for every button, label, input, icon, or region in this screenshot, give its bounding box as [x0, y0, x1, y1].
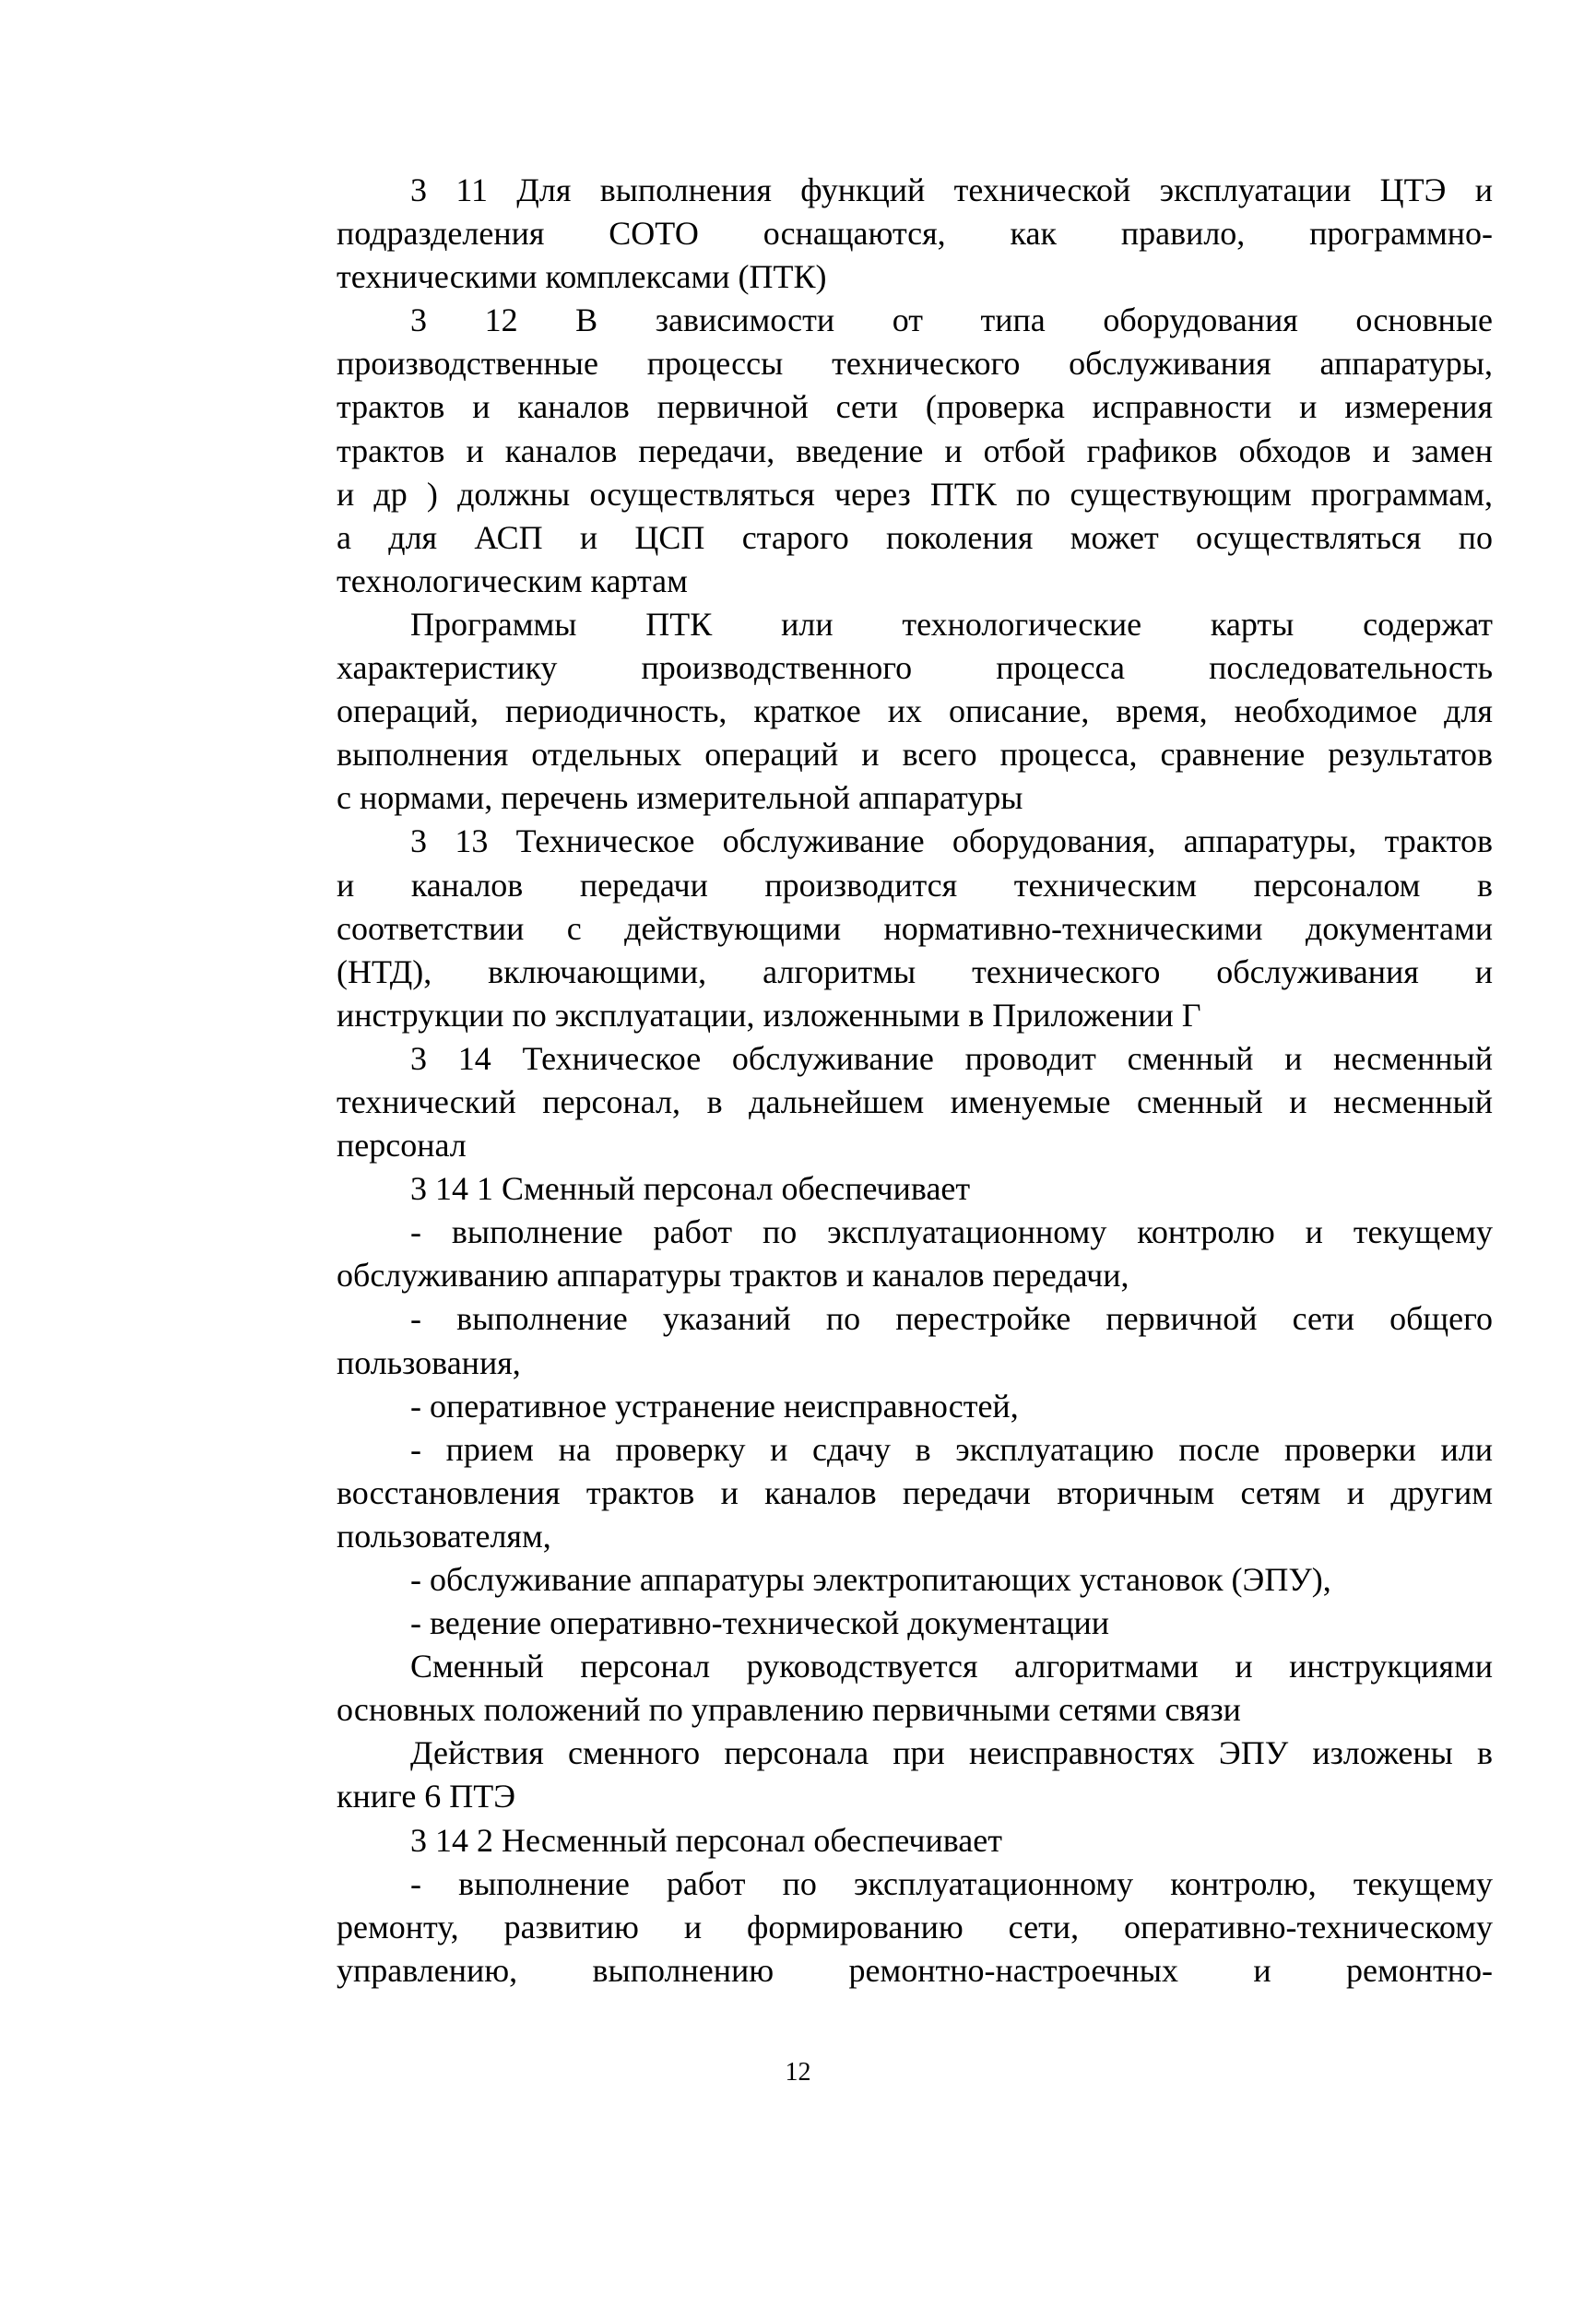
- paragraph: [337, 1558, 1493, 1602]
- text-line: 3 14 2 Несменный персонал обеспечивает: [410, 1821, 1002, 1859]
- text-line: 3 13 Техническое обслуживание оборудования, аппаратуры, трактов: [410, 822, 1493, 860]
- paragraph: [337, 1602, 1493, 1645]
- document-body: [337, 169, 1493, 1993]
- text-line: - выполнение указаний по перестройке первичной сети общего: [410, 1300, 1493, 1338]
- text-line: 3 14 1 Сменный персонал обеспечивает: [410, 1170, 971, 1208]
- text-line: технологическим картам: [337, 562, 688, 599]
- text-line: пользователям,: [337, 1517, 551, 1555]
- paragraph: [337, 1297, 1493, 1384]
- text-line: персонал: [337, 1127, 467, 1165]
- text-line: с нормами, перечень измерительной аппаратуры: [337, 779, 1023, 817]
- text-line: восстановления трактов и каналов передачи вторичным сетям и другим: [337, 1473, 1493, 1511]
- text-line: выполнения отдельных операций и всего процесса, сравнение результатов: [337, 736, 1493, 774]
- paragraph: [337, 1167, 1493, 1211]
- paragraph: [337, 1732, 1493, 1818]
- text-line: Сменный персонал руководствуется алгоритмами и инструкциями: [410, 1648, 1493, 1685]
- text-line: ремонту, развитию и формированию сети, оперативно-техническому: [337, 1908, 1493, 1945]
- paragraph: [337, 1211, 1493, 1297]
- text-line: трактов и каналов первичной сети (проверка исправности и измерения: [337, 388, 1493, 426]
- paragraph: [337, 603, 1493, 820]
- text-line: 3 14 Техническое обслуживание проводит сменный и несменный: [410, 1039, 1493, 1077]
- paragraph: [337, 1385, 1493, 1428]
- text-line: трактов и каналов передачи, введение и отбой графиков обходов и замен: [337, 432, 1493, 469]
- text-line: 3 12 В зависимости от типа оборудования основные: [410, 302, 1493, 339]
- text-line: - обслуживание аппаратуры электропитающих установок (ЭПУ),: [410, 1561, 1331, 1598]
- paragraph: [337, 1863, 1493, 1993]
- page-number: 12: [785, 2058, 811, 2087]
- text-line: - выполнение работ по эксплуатационному контролю и текущему: [410, 1213, 1493, 1251]
- text-line: Действия сменного персонала при неисправностях ЭПУ изложены в: [410, 1734, 1493, 1772]
- text-line: основных положений по управлению первичными сетями связи: [337, 1691, 1241, 1729]
- text-line: - ведение оперативно-технической документации: [410, 1604, 1110, 1642]
- text-line: управлению, выполнению ремонтно-настроечных и ремонтно-: [337, 1951, 1493, 1989]
- text-line: пользования,: [337, 1343, 521, 1381]
- text-line: подразделения СОТО оснащаются, как правило, программно-: [337, 215, 1493, 253]
- text-line: книге 6 ПТЭ: [337, 1778, 516, 1815]
- text-line: а для АСП и ЦСП старого поколения может осуществляться по: [337, 518, 1493, 556]
- text-line: инструкции по эксплуатации, изложенными в Приложении Г: [337, 996, 1201, 1034]
- text-line: - выполнение работ по эксплуатационному контролю, текущему: [410, 1864, 1493, 1902]
- text-line: 3 11 Для выполнения функций технической эксплуатации ЦТЭ и: [410, 171, 1493, 208]
- paragraph: [337, 1645, 1493, 1732]
- text-line: Программы ПТК или технологические карты содержат: [410, 605, 1493, 643]
- text-line: соответствии с действующими нормативно-техническими документами: [337, 909, 1493, 947]
- paragraph: [337, 820, 1493, 1036]
- text-line: (НТД), включающими, алгоритмы технического обслуживания и: [337, 952, 1493, 990]
- text-line: и др ) должны осуществляться через ПТК по существующим программам,: [337, 475, 1493, 513]
- paragraph: [337, 1037, 1493, 1167]
- text-line: обслуживанию аппаратуры трактов и каналов передачи,: [337, 1257, 1129, 1295]
- text-line: - прием на проверку и сдачу в эксплуатацию после проверки или: [410, 1430, 1493, 1468]
- text-line: технический персонал, в дальнейшем именуемые сменный и несменный: [337, 1082, 1493, 1120]
- text-line: техническими комплексами (ПТК): [337, 258, 827, 296]
- text-line: и каналов передачи производится техническим персоналом в: [337, 866, 1493, 904]
- paragraph: [337, 1819, 1493, 1863]
- text-line: - оперативное устранение неисправностей,: [410, 1387, 1019, 1425]
- paragraph: [337, 169, 1493, 299]
- text-line: операций, периодичность, краткое их описание, время, необходимое для: [337, 692, 1493, 730]
- paragraph: [337, 1428, 1493, 1558]
- text-line: производственные процессы технического обслуживания аппаратуры,: [337, 345, 1493, 383]
- text-line: характеристику производственного процесса последовательность: [337, 649, 1493, 687]
- paragraph: [337, 299, 1493, 603]
